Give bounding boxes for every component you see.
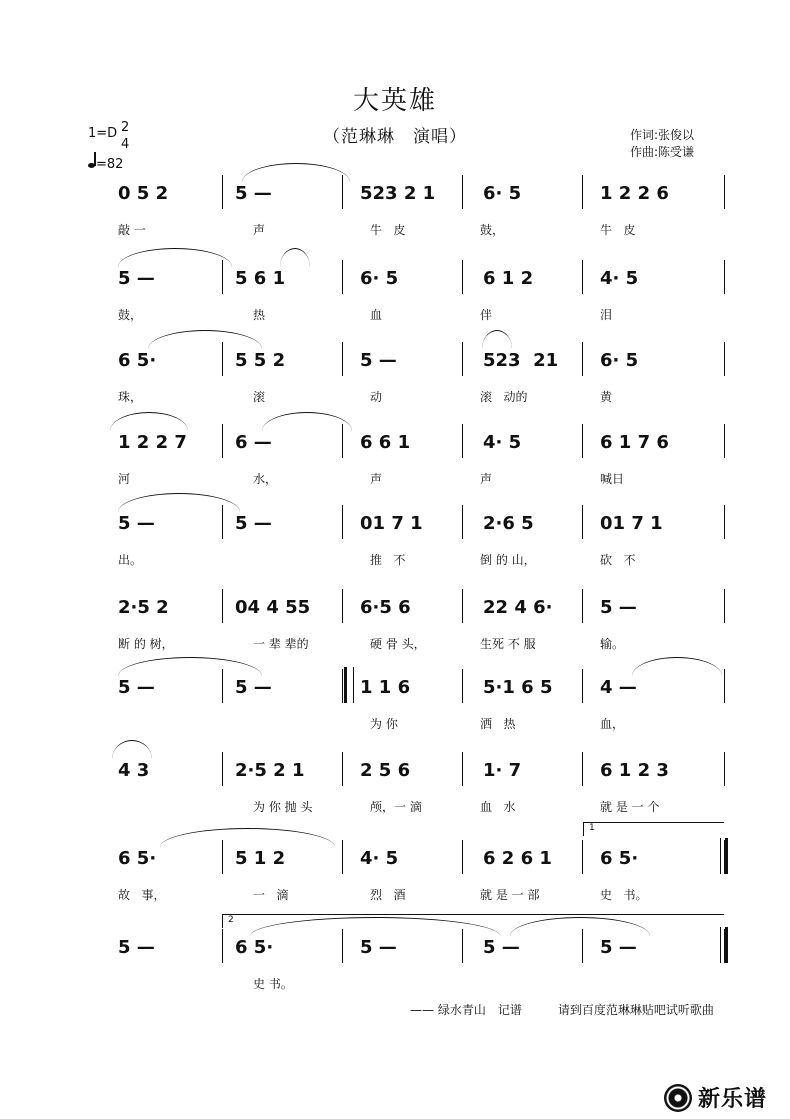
repeat-end-barline: [720, 838, 728, 874]
measure-notes: 5 6 1: [235, 268, 286, 289]
measure-lyrics: 声: [480, 472, 493, 486]
measure-lyrics: 砍 不: [600, 553, 636, 567]
measure-notes: 6 1 2 3: [600, 760, 669, 781]
bar-line: [222, 752, 223, 786]
measure-lyrics: 倒 的 山，: [480, 553, 536, 567]
bar-line: [462, 175, 463, 209]
measure-notes: 4 —: [600, 677, 637, 698]
repeat-start-barline: [344, 667, 354, 703]
measure-lyrics: 洒 热: [480, 717, 516, 731]
time-signature-bottom: 4: [121, 137, 130, 152]
time-signature-top: 2: [121, 120, 130, 135]
bar-line: [342, 589, 343, 623]
measure-lyrics: 故 事，: [118, 888, 166, 902]
measure-notes: 5 —: [118, 513, 155, 534]
bar-line: [342, 342, 343, 376]
measure-notes: 5 —: [235, 183, 272, 204]
measure-notes: 1 2 2 7: [118, 432, 187, 453]
measure-notes: 5 —: [360, 350, 397, 371]
bar-line: [462, 260, 463, 294]
key-signature: 1=D: [88, 126, 118, 141]
measure-notes: 6 5·: [600, 848, 639, 869]
measure-notes: 2 5 6: [360, 760, 411, 781]
lyricist: 作词:张俊以: [630, 128, 695, 142]
bar-line: [724, 175, 725, 209]
bar-line: [342, 505, 343, 539]
measure-notes: 2·5 2 1: [235, 760, 305, 781]
measure-notes: 5 —: [118, 268, 155, 289]
measure-notes: 6· 5: [483, 183, 522, 204]
measure-lyrics: 泪: [600, 308, 613, 322]
measure-lyrics: 热: [253, 308, 266, 322]
bar-line: [462, 669, 463, 703]
measure-notes: 6 1 7 6: [600, 432, 669, 453]
measure-notes: 6· 5: [360, 268, 399, 289]
bar-line: [342, 840, 343, 874]
song-title: 大英雄: [352, 86, 437, 116]
measure-lyrics: 牛 皮: [370, 223, 406, 237]
measure-notes: 04 4 55: [235, 597, 311, 618]
bar-line: [582, 840, 583, 874]
measure-lyrics: 牛 皮: [600, 223, 636, 237]
score-line: [0, 677, 790, 753]
measure-lyrics: 出。: [118, 553, 143, 567]
measure-lyrics: 血: [370, 308, 383, 322]
measure-notes: 6 5·: [118, 350, 157, 371]
bar-line: [582, 669, 583, 703]
time-signature: [121, 119, 129, 153]
bar-line: [724, 424, 725, 458]
measure-notes: 4· 5: [360, 848, 399, 869]
measure-notes: 01 7 1: [600, 513, 663, 534]
measure-notes: 6 5·: [235, 937, 274, 958]
measure-notes: 1· 7: [483, 760, 522, 781]
measure-lyrics: 断 的 树，: [118, 637, 174, 651]
measure-lyrics: 滚 动的: [480, 390, 528, 404]
site-logo: [664, 1082, 767, 1113]
measure-notes: 4· 5: [600, 268, 639, 289]
bar-line: [724, 505, 725, 539]
bar-line: [724, 669, 725, 703]
bar-line: [462, 752, 463, 786]
measure-notes: 5 —: [235, 513, 272, 534]
measure-notes: 6 1 2: [483, 268, 534, 289]
measure-notes: 6 2 6 1: [483, 848, 552, 869]
measure-lyrics: 为 你: [370, 717, 398, 731]
measure-lyrics: 血 水: [480, 800, 516, 814]
composer: 作曲:陈受谦: [630, 145, 695, 159]
measure-notes: 6 5·: [118, 848, 157, 869]
bar-line: [724, 752, 725, 786]
measure-lyrics: 伴: [480, 308, 493, 322]
measure-notes: 1 1 6: [360, 677, 411, 698]
measure-notes: 5 —: [600, 937, 637, 958]
measure-lyrics: 喊日: [600, 472, 625, 486]
measure-notes: 4· 5: [483, 432, 522, 453]
tempo-value: =82: [96, 157, 124, 172]
measure-lyrics: 史 书。: [600, 888, 648, 902]
bar-line: [462, 589, 463, 623]
bar-line: [222, 424, 223, 458]
measure-notes: 523 2 1: [360, 183, 436, 204]
score-line: [0, 350, 790, 426]
measure-notes: 5 —: [118, 937, 155, 958]
bar-line: [582, 505, 583, 539]
measure-lyrics: 一 辈 辈的: [253, 637, 309, 651]
measure-notes: 2·5 2: [118, 597, 169, 618]
measure-notes: 2·6 5: [483, 513, 534, 534]
bar-line: [724, 342, 725, 376]
measure-notes: 6 6 1: [360, 432, 411, 453]
measure-lyrics: 就 是 一 部: [480, 888, 540, 902]
measure-notes: 01 7 1: [360, 513, 423, 534]
bar-line: [582, 342, 583, 376]
measure-lyrics: 史 书。: [253, 977, 293, 991]
measure-notes: 5 —: [360, 937, 397, 958]
measure-notes: 5 1 2: [235, 848, 286, 869]
score-line: [0, 183, 790, 259]
measure-notes: 6· 5: [600, 350, 639, 371]
bar-line: [342, 752, 343, 786]
volta-1-bracket: 1: [583, 822, 724, 836]
measure-notes: 5 —: [118, 677, 155, 698]
measure-lyrics: 珠，: [118, 390, 143, 404]
score-line: [0, 513, 790, 589]
measure-notes: 22 4 6·: [483, 597, 553, 618]
bar-line: [462, 342, 463, 376]
measure-notes: 5·1 6 5: [483, 677, 553, 698]
logo-text: 新乐谱: [698, 1087, 768, 1112]
measure-lyrics: 烈 酒: [370, 888, 406, 902]
bar-line: [222, 589, 223, 623]
transcriber: —— 绿水青山 记谱: [410, 1003, 522, 1017]
bar-line: [724, 260, 725, 294]
bar-line: [582, 424, 583, 458]
measure-notes: 1 2 2 6: [600, 183, 669, 204]
tempo-marking: [88, 154, 123, 172]
score-line: [0, 432, 790, 508]
measure-lyrics: 血，: [600, 717, 625, 731]
quarter-note-icon: [88, 154, 96, 168]
listen-note: 请到百度范琳琳贴吧试听歌曲: [557, 1003, 714, 1017]
measure-lyrics: 水，: [253, 472, 278, 486]
bar-line: [462, 505, 463, 539]
measure-lyrics: 生死 不 服: [480, 637, 536, 651]
measure-lyrics: 推 不: [370, 553, 406, 567]
transcriber-credit: [410, 1001, 714, 1018]
credits: [630, 127, 694, 161]
score-line: [0, 268, 790, 344]
measure-notes: 4 3: [118, 760, 150, 781]
bar-line: [342, 260, 343, 294]
measure-notes: 523 21: [483, 350, 559, 371]
measure-lyrics: 输。: [600, 637, 625, 651]
measure-notes: 5 —: [483, 937, 520, 958]
final-barline: [720, 927, 728, 963]
bar-line: [222, 929, 223, 963]
bar-line: [222, 175, 223, 209]
measure-notes: 5 —: [235, 677, 272, 698]
measure-notes: 6·5 6: [360, 597, 411, 618]
measure-lyrics: 就 是 一 个: [600, 800, 660, 814]
bar-line: [582, 175, 583, 209]
measure-notes: 0 5 2: [118, 183, 169, 204]
measure-lyrics: 鼓，: [480, 223, 505, 237]
bar-line: [582, 260, 583, 294]
score-line: [0, 823, 790, 924]
bar-line: [462, 424, 463, 458]
measure-lyrics: 声: [253, 223, 266, 237]
measure-notes: 5 5 2: [235, 350, 286, 371]
measure-lyrics: 为 你 抛 头: [253, 800, 313, 814]
measure-lyrics: 敲 一: [118, 223, 146, 237]
bar-line: [462, 840, 463, 874]
bar-line: [582, 589, 583, 623]
vinyl-record-icon: [664, 1084, 692, 1112]
measure-lyrics: 动: [370, 390, 383, 404]
bar-line: [724, 589, 725, 623]
measure-lyrics: 声: [370, 472, 383, 486]
measure-notes: 6 —: [235, 432, 272, 453]
measure-lyrics: 黄: [600, 390, 613, 404]
measure-lyrics: 鼓，: [118, 308, 143, 322]
slur: [242, 163, 350, 182]
measure-lyrics: 硬 骨 头，: [370, 637, 426, 651]
measure-lyrics: 河: [118, 472, 131, 486]
performer-subtitle: （范琳琳 演唱）: [323, 127, 467, 147]
measure-lyrics: 颅，一 滴: [370, 800, 422, 814]
measure-notes: 5 —: [600, 597, 637, 618]
bar-line: [582, 752, 583, 786]
measure-lyrics: 一 滴: [253, 888, 289, 902]
measure-lyrics: 滚: [253, 390, 266, 404]
volta-2-bracket: 2: [222, 914, 724, 928]
